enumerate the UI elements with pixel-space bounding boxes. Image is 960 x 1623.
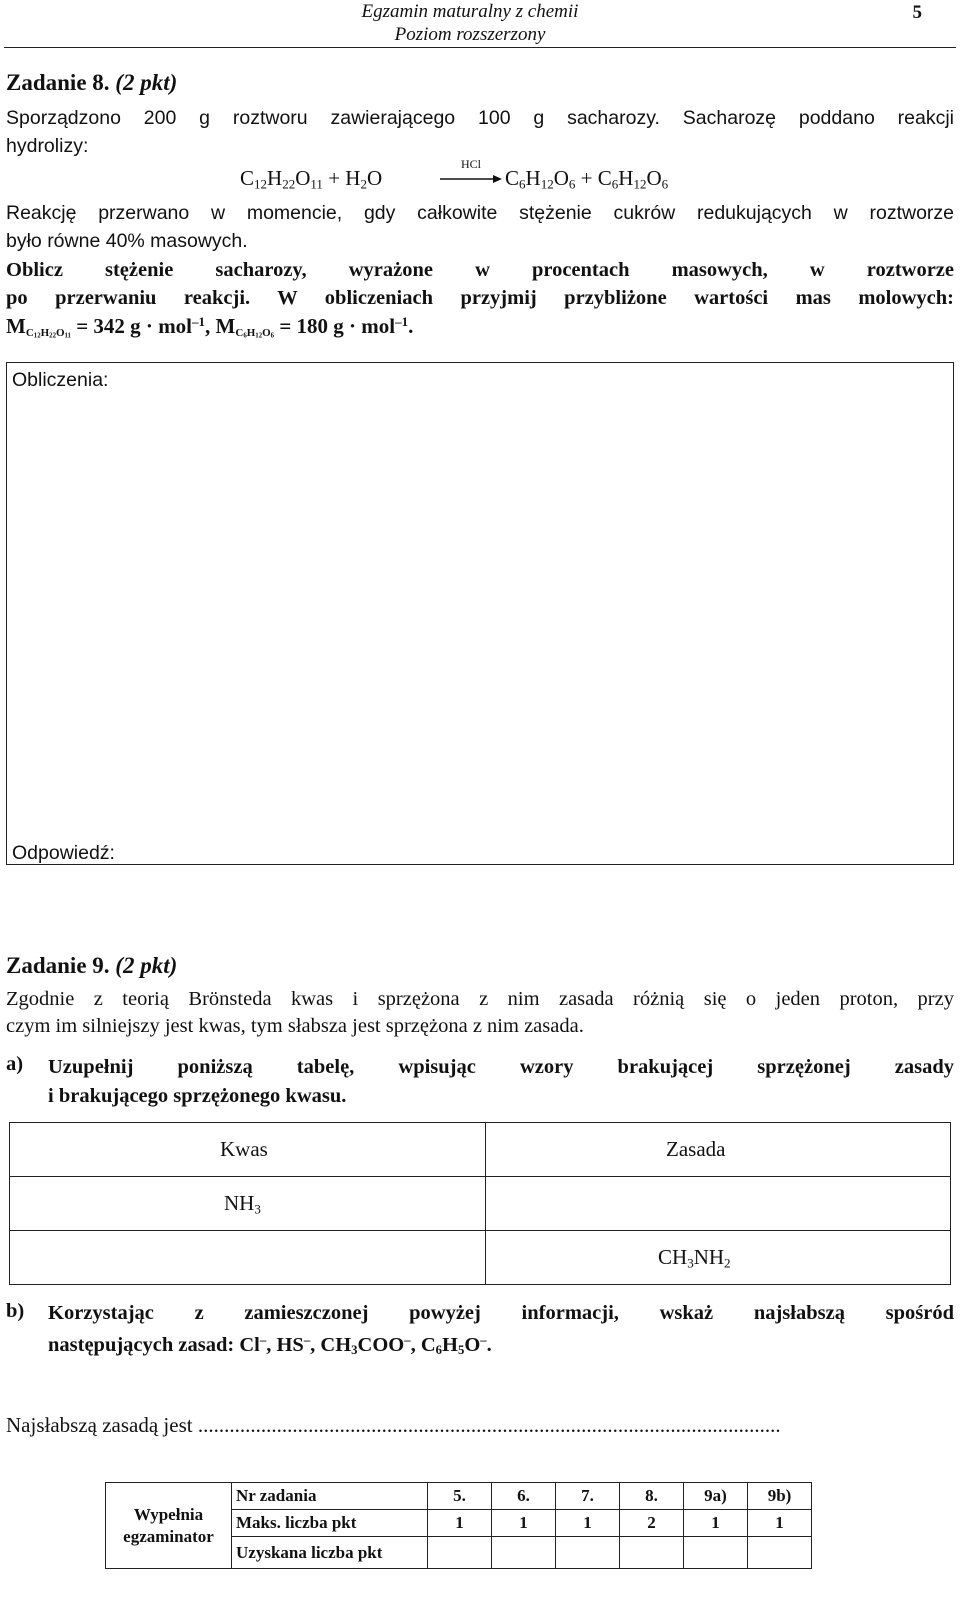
molar-masses: $M_{C_{12}H_{22}O_{11}} = 342$ g · mol$^{-1}$, $M_{C_6H_{12}O_6} = 180$ g · mol$^{-1}$. [6, 313, 414, 340]
answer-dots[interactable]: ............................................................................................................... [197, 1413, 781, 1437]
task9b-line2 [48, 1330, 954, 1360]
task8-intro-line2: hydrolizy: [6, 135, 89, 157]
obtained-points-cell[interactable] [748, 1537, 812, 1569]
answer-prefix: Najsłabszą zasadą jest [6, 1413, 193, 1437]
max-points: 1 [748, 1510, 812, 1537]
task9-intro-line1: Zgodnie z teorią Brönsteda kwas i sprzężona z nim zasada różnią się o jeden proton, przy [6, 988, 954, 1010]
calculation-label: Obliczenia: [12, 369, 109, 391]
base-cell-empty[interactable] [486, 1177, 951, 1231]
task9-heading [6, 953, 177, 979]
catalyst-label: HCl [460, 157, 481, 171]
reaction-arrow [440, 158, 502, 188]
row-label-max-points: Maks. liczba pkt [232, 1510, 428, 1537]
task9a-line1: Uzupełnij poniższą tabelę, wpisując wzory brakującej sprzężonej zasady [48, 1056, 954, 1078]
task8-intro-line1: Sporządzono 200 g roztworu zawierającego 100 g sacharozy. Sacharozę poddano reakcji [6, 107, 954, 129]
task8-title: Zadanie 8. [6, 70, 110, 95]
task-number: 6. [492, 1483, 556, 1510]
max-points: 2 [620, 1510, 684, 1537]
col-header-acid: Kwas [10, 1123, 486, 1177]
task-number: 8. [620, 1483, 684, 1510]
task8-heading [6, 70, 177, 96]
task8-instruction-line2: po przerwaniu reakcji. W obliczeniach przyjmij przybliżone wartości mas molowych: [6, 287, 954, 309]
obtained-points-cell[interactable] [428, 1537, 492, 1569]
obtained-points-cell[interactable] [492, 1537, 556, 1569]
molar-mass-sucrose: = 342 g · mol [76, 314, 193, 338]
task-number: 9a) [684, 1483, 748, 1510]
row-label-task-number: Nr zadania [232, 1483, 428, 1510]
arrow-icon [440, 171, 502, 183]
task9a-line2: i brakującego sprzężonego kwasu. [48, 1085, 347, 1107]
max-points: 1 [556, 1510, 620, 1537]
col-header-base: Zasada [486, 1123, 951, 1177]
scoring-table [105, 1482, 812, 1569]
task8-points: (2 pkt) [115, 70, 178, 95]
obtained-points-cell[interactable] [556, 1537, 620, 1569]
molar-mass-sucrose-symbol: $M_{C_{12}H_{22}O_{11}}$ [6, 314, 71, 340]
row-label-obtained-points: Uzyskana liczba pkt [232, 1537, 428, 1569]
task8-text2-line1: Reakcję przerwano w momencie, gdy całkowite stężenie cukrów redukujących w roztworze [6, 202, 954, 224]
max-points: 1 [492, 1510, 556, 1537]
task-number: 9b) [748, 1483, 812, 1510]
molar-mass-glucose-symbol: $M_{C_6H_{12}O_6}$ [215, 314, 275, 340]
header-level: Poziom rozszerzony [394, 24, 546, 45]
task8-instruction-line1: Oblicz stężenie sacharozy, wyrażone w procentach masowych, w roztworze [6, 259, 954, 281]
task9-points: (2 pkt) [115, 953, 178, 978]
products: $C_6H_{12}O_6 + C_6H_{12}O_6$ [505, 166, 669, 192]
task9b-answer-line [6, 1413, 781, 1438]
task9a-label: a) [6, 1053, 24, 1075]
fill-by-examiner: Wypełnia egzaminator [106, 1483, 232, 1569]
header-rule [4, 47, 956, 48]
page-number: 5 [912, 2, 922, 23]
header-exam-title: Egzamin maturalny z chemii [361, 1, 579, 22]
acid-cell-nh3: $NH_3$ [10, 1177, 486, 1231]
acid-cell-empty[interactable] [10, 1231, 486, 1285]
base-list: Cl–, HS–, $CH_3COO^-$, $C_6H_5O^-$. [239, 1333, 492, 1358]
task9-intro-line2: czym im silniejszy jest kwas, tym słabsza jest sprzężona z nim zasada. [6, 1015, 584, 1037]
answer-label: Odpowiedź: [12, 842, 115, 864]
task-number: 5. [428, 1483, 492, 1510]
max-points: 1 [684, 1510, 748, 1537]
task-number: 7. [556, 1483, 620, 1510]
acid-base-table [9, 1122, 951, 1285]
max-points: 1 [428, 1510, 492, 1537]
molar-mass-glucose: = 180 g · mol [279, 314, 396, 338]
task9b-prefix: następujących zasad: [48, 1334, 235, 1356]
reaction-equation [240, 166, 382, 191]
base-cell-ch3nh2: $CH_3NH_2$ [486, 1231, 951, 1285]
obtained-points-cell[interactable] [620, 1537, 684, 1569]
reactants: $C_{12}H_{22}O_{11} + H_2O$ [240, 166, 383, 192]
obtained-points-cell[interactable] [684, 1537, 748, 1569]
task9b-line1: Korzystając z zamieszczonej powyżej informacji, wskaż najsłabszą spośród [48, 1302, 954, 1324]
task9-title: Zadanie 9. [6, 953, 110, 978]
task8-text2-line2: było równe 40% masowych. [6, 230, 248, 252]
calculation-box[interactable] [6, 362, 954, 865]
task9b-label: b) [6, 1300, 25, 1322]
